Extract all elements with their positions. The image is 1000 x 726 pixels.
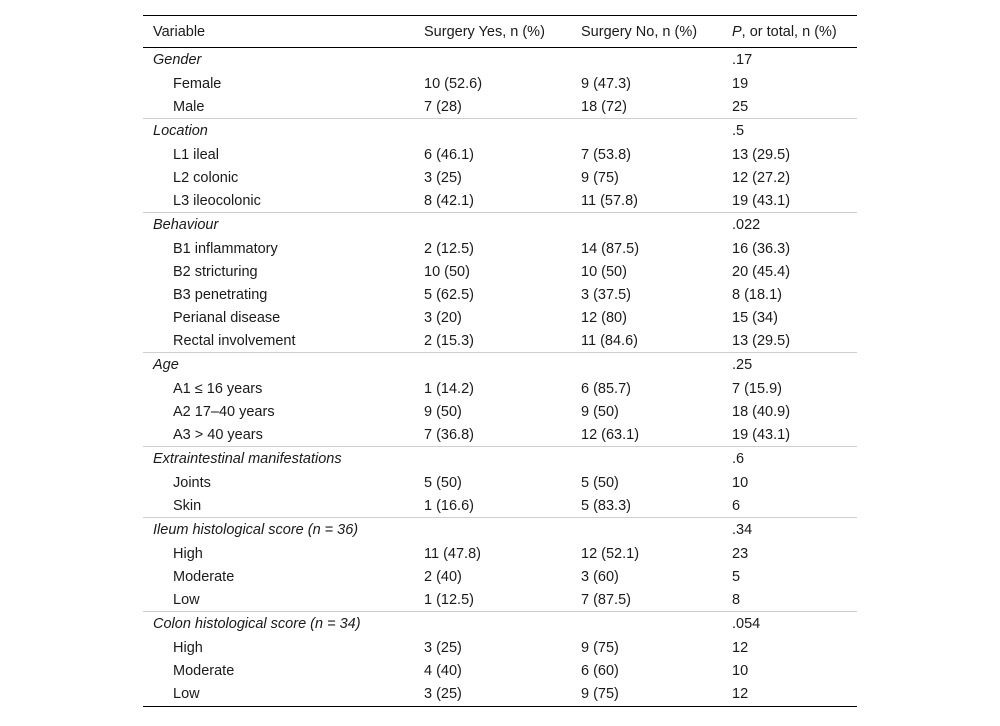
- row-surgery-no: 9 (75): [581, 639, 619, 656]
- header-surgery-yes: Surgery Yes, n (%): [414, 16, 571, 48]
- row-surgery-yes: 1 (16.6): [424, 497, 474, 514]
- row-total: 19 (43.1): [732, 192, 791, 209]
- table-row: [143, 143, 857, 166]
- row-total: 12 (27.2): [732, 169, 791, 186]
- row-total: 15 (34): [732, 309, 778, 326]
- group-row: [143, 213, 857, 238]
- row-surgery-no: 6 (60): [581, 662, 619, 679]
- row-total: 16 (36.3): [732, 240, 791, 257]
- row-surgery-yes: 3 (20): [424, 309, 462, 326]
- table-row: [143, 237, 857, 260]
- row-label: Joints: [173, 474, 211, 491]
- row-surgery-no: 3 (60): [581, 568, 619, 585]
- group-label: Gender: [153, 52, 202, 68]
- row-total: 12: [722, 682, 857, 707]
- header-p-italic: P: [732, 23, 742, 40]
- row-surgery-no: 12 (52.1): [581, 545, 640, 562]
- group-p-value: .34: [722, 518, 857, 543]
- table-row: [143, 588, 857, 612]
- row-label: Perianal disease: [173, 309, 281, 326]
- group-label: Extraintestinal manifestations: [143, 447, 414, 472]
- row-label: L2 colonic: [173, 169, 239, 186]
- group-yes-empty: [414, 447, 571, 472]
- row-surgery-yes: 2 (15.3): [424, 332, 474, 349]
- table-row: [143, 329, 857, 353]
- row-label: Low: [143, 682, 414, 707]
- header-row: [143, 16, 857, 48]
- group-yes-empty: [414, 353, 571, 378]
- row-surgery-no: 6 (85.7): [581, 380, 631, 397]
- group-yes-empty: [414, 612, 571, 637]
- row-surgery-yes: 2 (12.5): [424, 240, 474, 257]
- row-label: A3 > 40 years: [173, 426, 263, 443]
- group-no-empty: [571, 119, 722, 144]
- row-label: High: [173, 639, 203, 656]
- table-row: [143, 72, 857, 95]
- group-label: Colon histological score (n = 34): [143, 612, 414, 637]
- row-label: B2 stricturing: [173, 263, 258, 280]
- row-label: L1 ileal: [173, 146, 219, 163]
- group-row: [143, 447, 857, 472]
- group-label: Location: [143, 119, 414, 144]
- header-p-total: [722, 16, 857, 48]
- table-row: [143, 423, 857, 447]
- row-total: 12: [732, 639, 749, 656]
- group-yes-empty: [414, 119, 571, 144]
- group-row: [143, 119, 857, 144]
- row-surgery-no: 14 (87.5): [581, 240, 640, 257]
- row-total: 8 (18.1): [732, 286, 782, 303]
- group-row: [143, 518, 857, 543]
- row-surgery-no: 9 (75): [571, 682, 722, 707]
- group-no-empty: [571, 612, 722, 637]
- row-surgery-no: 18 (72): [581, 98, 627, 115]
- row-total: 8: [732, 591, 741, 608]
- row-total: 19: [732, 75, 749, 92]
- group-label: Age: [143, 353, 414, 378]
- group-no-empty: [571, 518, 722, 543]
- table-row: [143, 494, 857, 518]
- row-surgery-no: 5 (83.3): [581, 497, 631, 514]
- row-total: 25: [732, 98, 749, 115]
- row-surgery-yes: 2 (40): [424, 568, 462, 585]
- row-label: B3 penetrating: [173, 286, 268, 303]
- row-total: 10: [732, 474, 749, 491]
- group-yes-empty: [414, 48, 571, 73]
- surgery-outcomes-table: [143, 15, 857, 707]
- row-total: 5: [732, 568, 741, 585]
- row-total: 7 (15.9): [732, 380, 782, 397]
- table-row: [143, 95, 857, 119]
- row-surgery-no: 12 (63.1): [581, 426, 640, 443]
- table-row: [143, 283, 857, 306]
- header-p-rest: , or total, n (%): [741, 23, 837, 40]
- group-p-value: .054: [722, 612, 857, 637]
- group-no-empty: [571, 447, 722, 472]
- row-label: Rectal involvement: [173, 332, 296, 349]
- table-row: [143, 682, 857, 707]
- row-surgery-no: 7 (53.8): [581, 146, 631, 163]
- row-surgery-no: 9 (75): [581, 169, 619, 186]
- table-row: [143, 542, 857, 565]
- row-label: Female: [173, 75, 222, 92]
- group-row: [143, 612, 857, 637]
- table-row: [143, 636, 857, 659]
- group-p-value: .17: [732, 52, 753, 68]
- table-row: [143, 377, 857, 400]
- row-surgery-yes: 11 (47.8): [424, 545, 481, 562]
- row-surgery-yes: 3 (25): [424, 169, 462, 186]
- header-variable: Variable: [143, 16, 414, 48]
- row-surgery-yes: 7 (36.8): [424, 426, 474, 443]
- row-surgery-yes: 7 (28): [424, 98, 462, 115]
- row-label: Male: [173, 98, 205, 115]
- header-surgery-no: Surgery No, n (%): [571, 16, 722, 48]
- group-no-empty: [571, 353, 722, 378]
- group-row: [143, 353, 857, 378]
- group-p-value: .5: [722, 119, 857, 144]
- group-yes-empty: [414, 518, 571, 543]
- group-label: Ileum histological score (n = 36): [143, 518, 414, 543]
- table-row: [143, 166, 857, 189]
- row-surgery-no: 11 (84.6): [581, 332, 638, 349]
- row-surgery-no: 10 (50): [581, 263, 627, 280]
- row-total: 13 (29.5): [732, 332, 791, 349]
- row-label: A2 17–40 years: [173, 403, 275, 420]
- table-row: [143, 306, 857, 329]
- table-row: [143, 400, 857, 423]
- table-row: [143, 189, 857, 213]
- row-label: L3 ileocolonic: [173, 192, 261, 209]
- row-total: 6: [732, 497, 741, 514]
- group-row: [143, 48, 857, 73]
- group-no-empty: [571, 48, 722, 73]
- row-surgery-no: 9 (47.3): [581, 75, 631, 92]
- row-label: Moderate: [173, 568, 235, 585]
- row-surgery-no: 12 (80): [581, 309, 627, 326]
- row-total: 13 (29.5): [732, 146, 791, 163]
- row-surgery-yes: 4 (40): [424, 662, 462, 679]
- group-no-empty: [571, 213, 722, 238]
- table-row: [143, 659, 857, 682]
- row-label: Skin: [173, 497, 202, 514]
- row-surgery-yes: 10 (52.6): [424, 75, 483, 92]
- row-surgery-yes: 3 (25): [424, 639, 462, 656]
- row-surgery-no: 9 (50): [581, 403, 619, 420]
- row-surgery-yes: 1 (12.5): [424, 591, 474, 608]
- table-row: [143, 471, 857, 494]
- group-p-value: .6: [722, 447, 857, 472]
- row-label: B1 inflammatory: [173, 240, 278, 257]
- row-total: 23: [732, 545, 749, 562]
- row-surgery-no: 3 (37.5): [581, 286, 631, 303]
- row-label: Moderate: [173, 662, 235, 679]
- row-total: 10: [732, 662, 749, 679]
- row-surgery-yes: 10 (50): [424, 263, 470, 280]
- group-p-value: .022: [722, 213, 857, 238]
- row-surgery-yes: 1 (14.2): [424, 380, 474, 397]
- row-total: 18 (40.9): [732, 403, 791, 420]
- group-label: Behaviour: [143, 213, 414, 238]
- row-surgery-no: 5 (50): [581, 474, 619, 491]
- row-surgery-yes: 9 (50): [424, 403, 462, 420]
- row-total: 19 (43.1): [732, 426, 791, 443]
- row-label: Low: [173, 591, 200, 608]
- row-surgery-yes: 6 (46.1): [424, 146, 474, 163]
- row-surgery-yes: 8 (42.1): [424, 192, 474, 209]
- row-label: A1 ≤ 16 years: [173, 380, 263, 397]
- row-total: 20 (45.4): [732, 263, 791, 280]
- group-p-value: .25: [722, 353, 857, 378]
- row-label: High: [173, 545, 203, 562]
- row-surgery-yes: 5 (62.5): [424, 286, 474, 303]
- row-surgery-yes: 5 (50): [424, 474, 462, 491]
- table-row: [143, 565, 857, 588]
- row-surgery-no: 11 (57.8): [581, 192, 638, 209]
- table-row: [143, 260, 857, 283]
- row-surgery-no: 7 (87.5): [581, 591, 631, 608]
- group-yes-empty: [414, 213, 571, 238]
- row-surgery-yes: 3 (25): [414, 682, 571, 707]
- table-body: [143, 48, 857, 707]
